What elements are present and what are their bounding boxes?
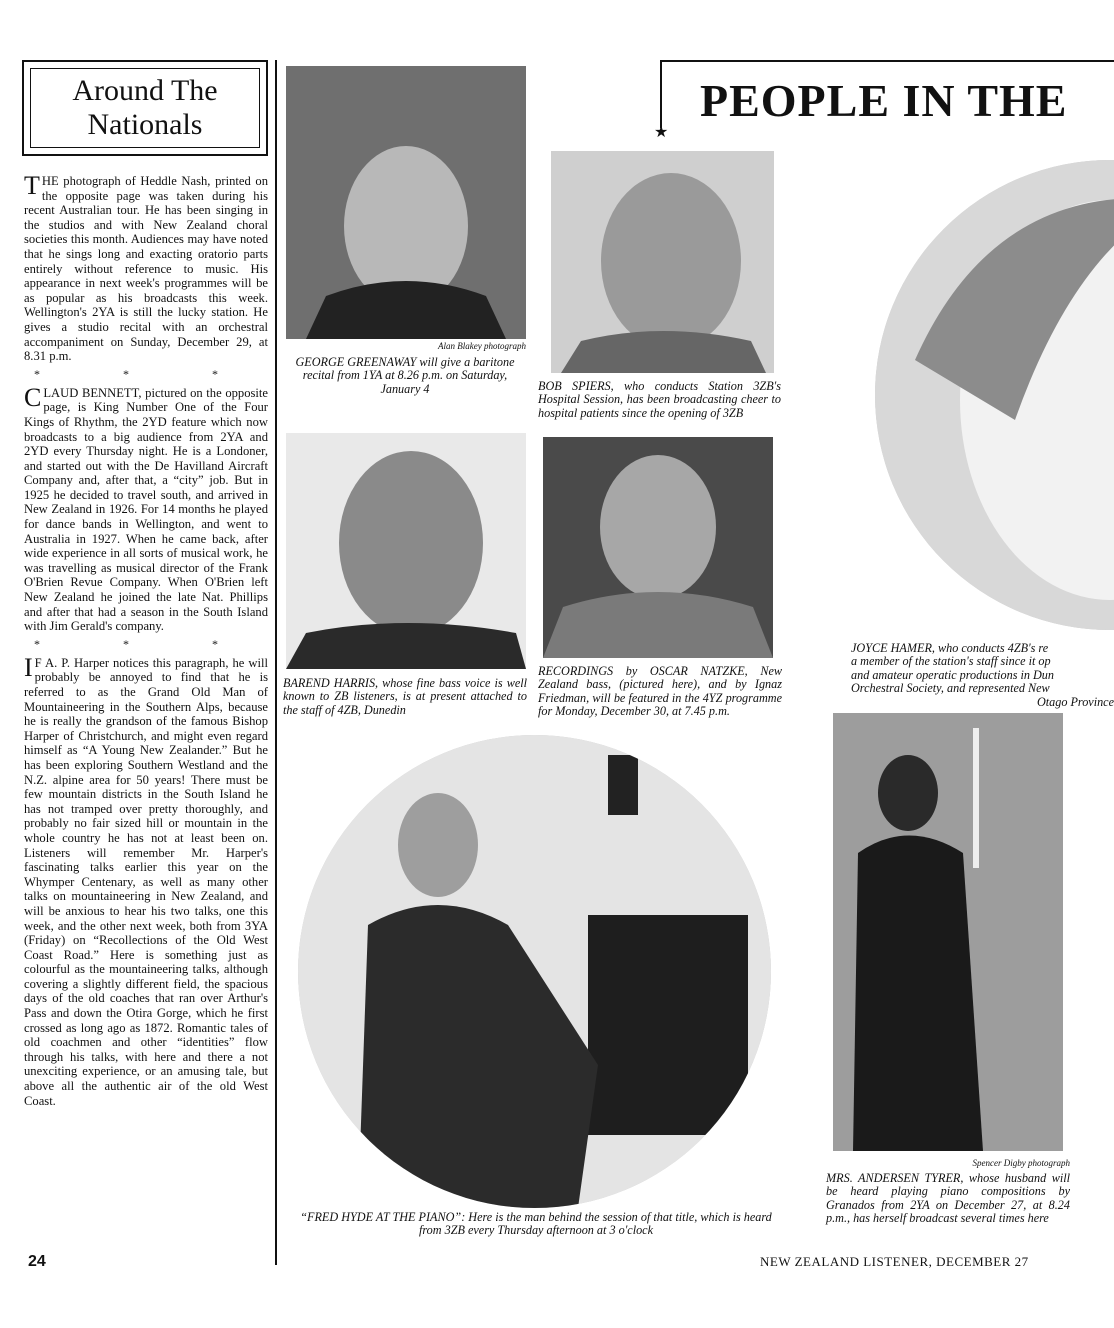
- column-divider: [275, 60, 277, 1265]
- caption-spiers: BOB SPIERS, who conducts Station 3ZB's Hospital Session, has been broadcasting cheer to hospital patients since the opening of 3ZB: [538, 379, 781, 420]
- photo-tyrer: [833, 713, 1063, 1151]
- caption-hyde: “FRED HYDE AT THE PIANO”: Here is the man behind the session of that title, which is heard from 3ZB every Thursday afternoon at 3 o'clock: [300, 1210, 772, 1238]
- caption-tyrer: MRS. ANDERSEN TYRER, whose husband will be heard playing piano compositions by Granados from 2YA on December 27, at 8.24 p.m., has herself broadcast several times here: [826, 1171, 1070, 1226]
- photo-harris: [286, 433, 526, 669]
- dropcap: T: [24, 171, 40, 200]
- portrait-silhouette: [875, 160, 1114, 630]
- headline-rule-top: [660, 60, 1114, 62]
- caption-harris: BAREND HARRIS, whose fine bass voice is well known to ZB listeners, is at present attached to the staff of 4ZB, Dunedin: [283, 676, 527, 717]
- photo-hamer: [875, 160, 1114, 630]
- portrait-silhouette: [551, 151, 774, 373]
- photo-credit: Spencer Digby photograph: [972, 1158, 1070, 1168]
- portrait-silhouette: [286, 66, 526, 339]
- dropcap: I: [24, 652, 33, 682]
- paragraph-bennett: C LAUD BENNETT, pictured on the opposite page, is King Number One of the Four Kings of Rhythm, the 2YD feature which now broadcasts to a big audience from 2YA and 2YD every Thursday night. He is a Londoner, and started out with the De Havilland Aircraft Company and, after that, a “city” job. But in 1925 he decided to travel south, and arrived in New Zealand in 1926. For 14 months he played for dance bands in Wellington, and went to Australia in 1927. When he came back, after wide experience in all sorts of musical work, he was travelling as musical director of the Frank O'Brien Revue Company. When O'Brien left New Zealand he joined the late Nat. Phillips and after that had a season in the South Island with Jim Gerald's company.: [24, 382, 268, 634]
- photo-credit: Alan Blakey photograph: [438, 341, 526, 351]
- column-title: Around The Nationals: [72, 74, 218, 141]
- portrait-silhouette: [298, 735, 771, 1208]
- photo-greenaway: [286, 66, 526, 339]
- column-title-box: [22, 60, 268, 156]
- paragraph-harper: I F A. P. Harper notices this paragraph, he will probably be annoyed to find that he is referred to as the Grand Old Man of Mountaineering in the Southern Alps, because he is really the grandson of the famous Bishop Harper of Christchurch, and might even regard himself as “A Young New Zealander.” But he has been exploring Southern Westland and the N.Z. alpine area for 50 years! There must be few mountain districts in the South Island he has not tramped over pretty thoroughly, and probably no fair sized hill or mountain in the whole country he has not at least been on. Listeners will remember Mr. Harper's fascinating talks earlier this year on the Whymper Centenary, as well as many other talks on mountaineering in New Zealand, and will be anxious to hear his two talks, one this week, and the other next week, both from 3YA (Friday) on “Recollections of the Old West Coast Road.” Here is something just as colourful as the mountaineering talks, although covering a slightly different field, the spacious days of the old coaches that ran over Arthur's Pass and down the Otira Gorge, which he first crossed as long ago as 1872. Romantic tales of old coachmen and other “identities” flow through his talks, with here and there a not unexciting experience, or an amusing tale, but above all the authentic air of the old West Coast.: [24, 652, 268, 1108]
- photo-spiers: [551, 151, 774, 373]
- separator: * * *: [34, 636, 258, 651]
- photo-hyde: [298, 735, 771, 1208]
- paragraph-nash: T HE photograph of Heddle Nash, printed on the opposite page was taken during his recent Australian tour. He has been singing in the studios and with New Zealand choral societies this month. Audiences may have noted that he sings long and exacting oratorio parts entirely without reference to music. His appearance in next week's programmes will be as popular as his broadcasts this week. Wellington's 2YA is still the lucky station. He gives a studio recital with an orchestral accompaniment on Sunday, December 29, at 8.31 p.m.: [24, 171, 268, 364]
- portrait-silhouette: [833, 713, 1063, 1151]
- dropcap: C: [24, 382, 42, 412]
- publication-line: NEW ZEALAND LISTENER, DECEMBER 27: [760, 1254, 1029, 1269]
- portrait-silhouette: [543, 437, 773, 658]
- separator: * * *: [34, 366, 258, 381]
- star-icon: ★: [654, 122, 669, 141]
- headline-rule-left: [660, 60, 662, 128]
- caption-natzke: RECORDINGS by OSCAR NATZKE, New Zealand bass, (pictured here), and by Ignaz Friedman, will be featured in the 4YZ programme for Monday, December 30, at 7.45 p.m.: [538, 664, 782, 719]
- caption-greenaway: GEORGE GREENAWAY will give a baritone recital from 1YA at 8.26 p.m. on Saturday, January 4: [295, 355, 515, 396]
- page-headline: PEOPLE IN THE: [700, 75, 1068, 126]
- photo-natzke: [543, 437, 773, 658]
- caption-hamer: JOYCE HAMER, who conducts 4ZB's re a member of the station's staff since it op and amateur operatic productions in Dun Orchestral Society, and represented New Otago Province: [851, 642, 1114, 709]
- column-body: [24, 171, 268, 1110]
- page-number: 24: [28, 1253, 46, 1270]
- portrait-silhouette: [286, 433, 526, 669]
